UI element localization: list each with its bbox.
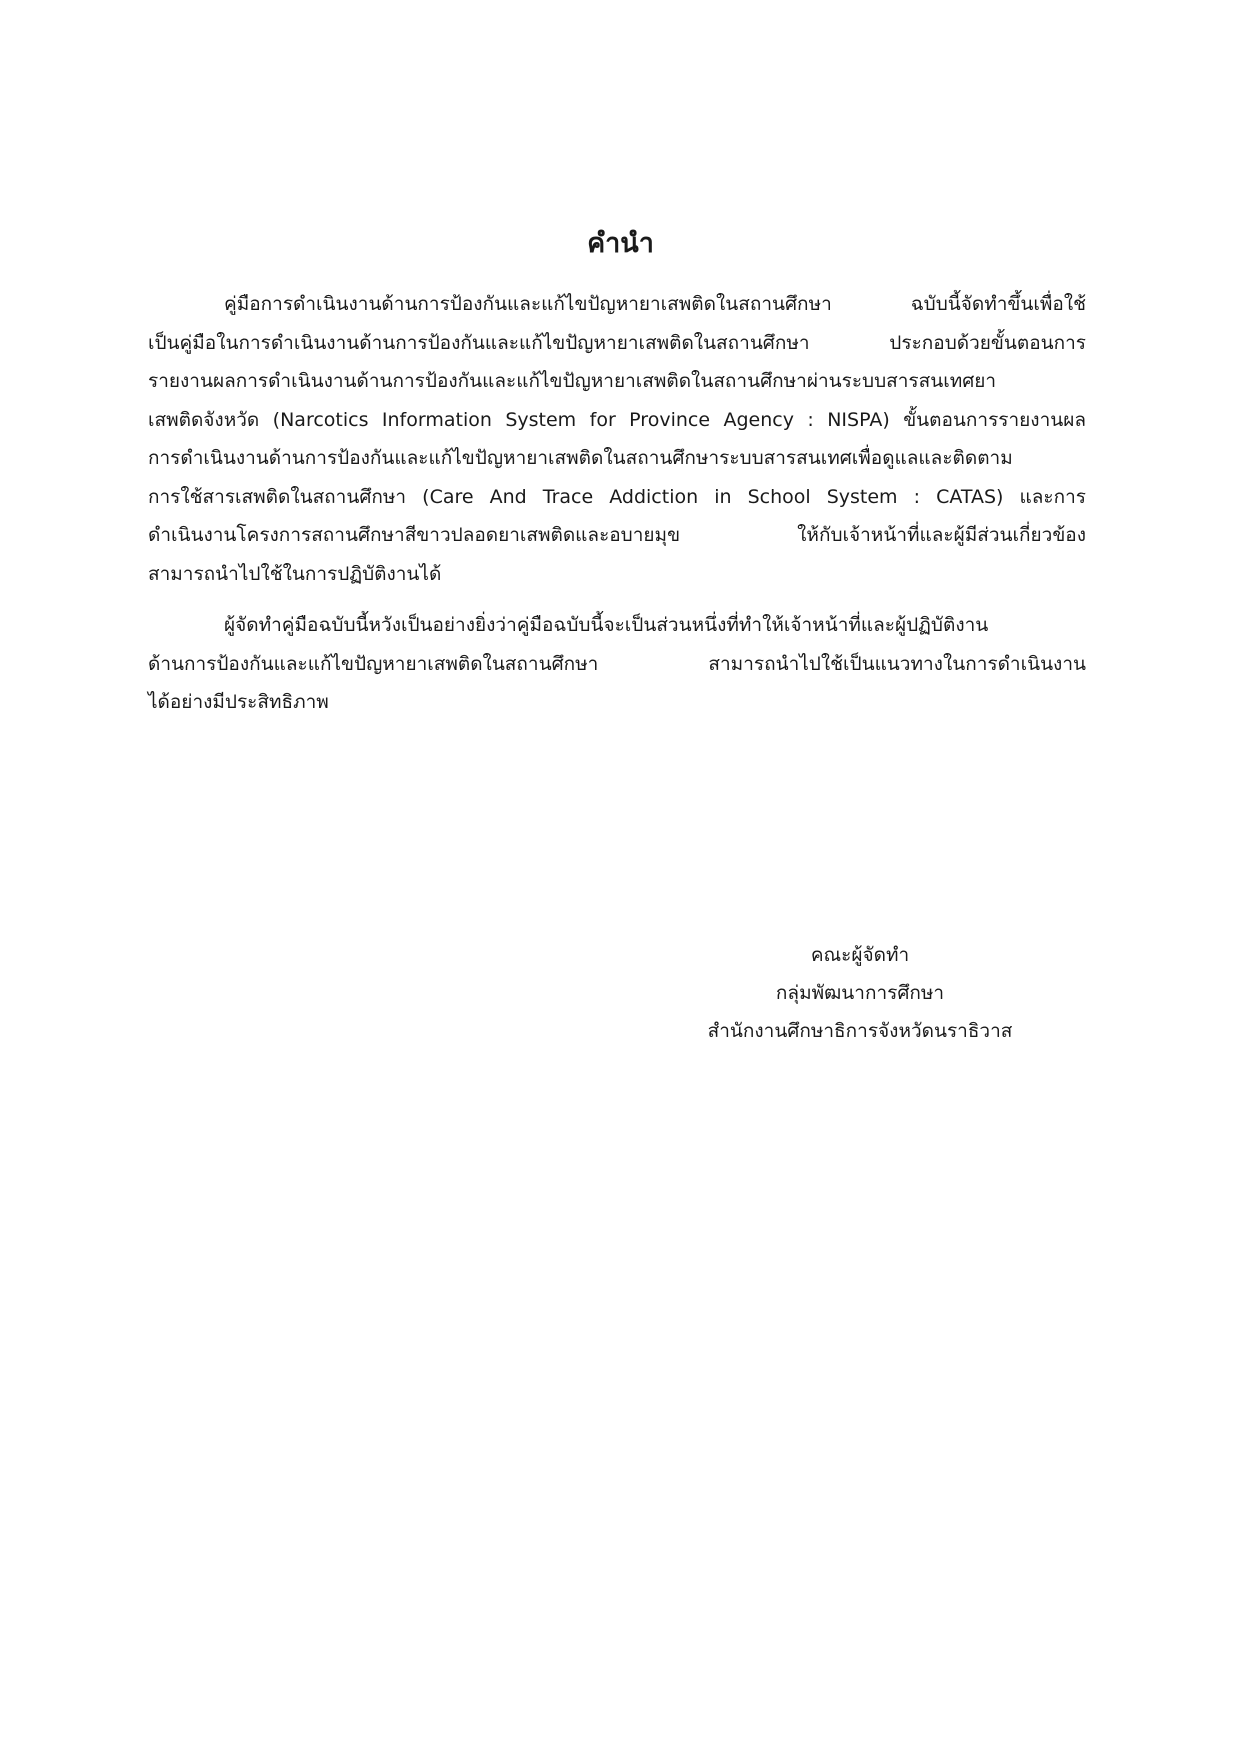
- page-title: คำนำ: [587, 228, 654, 259]
- paragraph-2-line-3: ได้อย่างมีประสิทธิภาพ: [148, 691, 329, 713]
- paragraph-1-line-2: เป็นคู่มือในการดำเนินงานด้านการป้องกันและแก้ไขปัญหายาเสพติดในสถานศึกษา ประกอบด้วยขั้นตอนการ: [148, 331, 1086, 354]
- paragraph-2-line-1: ผู้จัดทำคู่มือฉบับนี้หวังเป็นอย่างยิ่งว่าคู่มือฉบับนี้จะเป็นส่วนหนึ่งที่ทำให้เจ้าหน้าที่และผู้ปฏิบัติงาน: [224, 614, 989, 636]
- signature-office: สำนักงานศึกษาธิการจังหวัดนราธิวาส: [707, 1020, 1013, 1042]
- signature-committee: คณะผู้จัดทำ: [810, 944, 910, 966]
- signature-group: กลุ่มพัฒนาการศึกษา: [775, 982, 945, 1004]
- paragraph-2: [148, 606, 1086, 722]
- paragraph-1: [148, 285, 1086, 593]
- paragraph-gap: [148, 593, 1086, 606]
- paragraph-1-line-1: คู่มือการดำเนินงานด้านการป้องกันและแก้ไขปัญหายาเสพติดในสถานศึกษา ฉบับนี้จัดทำขึ้นเพื่อใช้: [224, 293, 1086, 315]
- paragraph-1-line-6: การใช้สารเสพติดในสถานศึกษา (Care And Trace Addiction in School System : CATAS) และการ: [148, 485, 1086, 508]
- body-text: [148, 285, 1086, 722]
- signature-block: [560, 936, 1160, 1050]
- paragraph-1-line-7: ดำเนินงานโครงการสถานศึกษาสีขาวปลอดยาเสพติดและอบายมุข ให้กับเจ้าหน้าที่และผู้มีส่วนเกี่ยวข้อง: [148, 524, 1086, 546]
- paragraph-1-line-4: เสพติดจังหวัด (Narcotics Information System for Province Agency : NISPA) ขั้นตอนการรายงานผล: [148, 408, 1086, 431]
- paragraph-1-line-8: สามารถนำไปใช้ในการปฏิบัติงานได้: [148, 562, 442, 585]
- paragraph-2-line-2: ด้านการป้องกันและแก้ไขปัญหายาเสพติดในสถานศึกษา สามารถนำไปใช้เป็นแนวทางในการดำเนินงาน: [148, 652, 1086, 675]
- paragraph-1-line-5: การดำเนินงานด้านการป้องกันและแก้ไขปัญหายาเสพติดในสถานศึกษาระบบสารสนเทศเพื่อดูแลและติดตาม: [148, 447, 1013, 469]
- paragraph-1-line-3: รายงานผลการดำเนินงานด้านการป้องกันและแก้ไขปัญหายาเสพติดในสถานศึกษาผ่านระบบสารสนเทศยา: [148, 370, 997, 392]
